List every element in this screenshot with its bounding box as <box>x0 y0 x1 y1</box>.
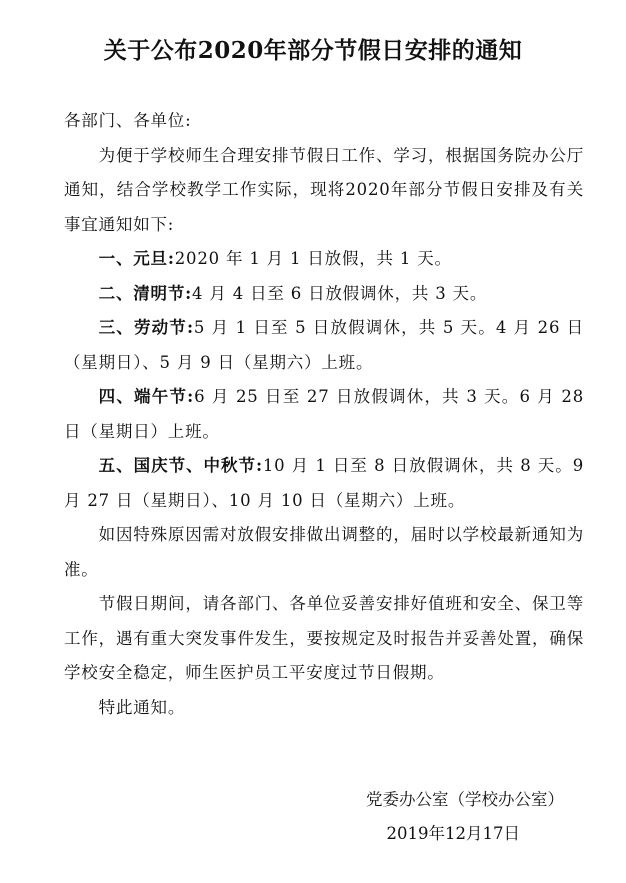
holiday-item-labor-day <box>64 311 584 380</box>
issue-date: 2019年12月17日 <box>386 824 520 843</box>
intro-paragraph: 为便于学校师生合理安排节假日工作、学习，根据国务院办公厅通知，结合学校教学工作实际，现将2020年部分节假日安排及有关事宜通知如下: <box>64 145 584 234</box>
holiday-item-qingming <box>64 277 584 312</box>
holiday-item-national-day <box>64 449 584 518</box>
document-title: 关于公布2020年部分节假日安排的通知 <box>103 37 523 64</box>
holiday-label: 四、端午节: <box>98 387 195 406</box>
signature-block <box>366 783 564 851</box>
adjustment-note: 如因特殊原因需对放假安排做出调整的，届时以学校最新通知为准。 <box>64 525 584 579</box>
holiday-text: 10 月 1 日至 8 日放假调休，共 8 天。9 月 27 日（星期日）、10 月 10 日（星期六）上班。 <box>64 456 584 510</box>
holiday-label: 五、国庆节、中秋节: <box>98 456 263 475</box>
holiday-label: 二、清明节: <box>98 283 193 303</box>
salutation: 各部门、各单位: <box>64 111 192 130</box>
document-body <box>64 104 584 725</box>
holiday-text: 4 月 4 日至 6 日放假调休，共 3 天。 <box>192 283 488 303</box>
holiday-item-new-year <box>64 242 584 277</box>
holiday-label: 一、元旦: <box>98 249 175 268</box>
issuer: 党委办公室（学校办公室） <box>366 790 564 809</box>
holiday-text: 2020 年 1 月 1 日放假，共 1 天。 <box>174 249 452 268</box>
holiday-text: 6 月 25 日至 27 日放假调休，共 3 天。6 月 28 日（星期日）上班。 <box>64 387 584 441</box>
holiday-label: 三、劳动节: <box>98 318 194 337</box>
safety-note: 节假日期间，请各部门、各单位妥善安排好值班和安全、保卫等工作，遇有重大突发事件发生，要按规定及时报告并妥善处置，确保学校安全稳定，师生医护员工平安度过节日假期。 <box>64 594 584 682</box>
holiday-text: 5 月 1 日至 5 日放假调休，共 5 天。4 月 26 日（星期日）、5 月 9 日（星期六）上班。 <box>64 318 584 372</box>
closing-line: 特此通知。 <box>98 697 186 717</box>
holiday-item-dragon-boat <box>64 380 584 449</box>
